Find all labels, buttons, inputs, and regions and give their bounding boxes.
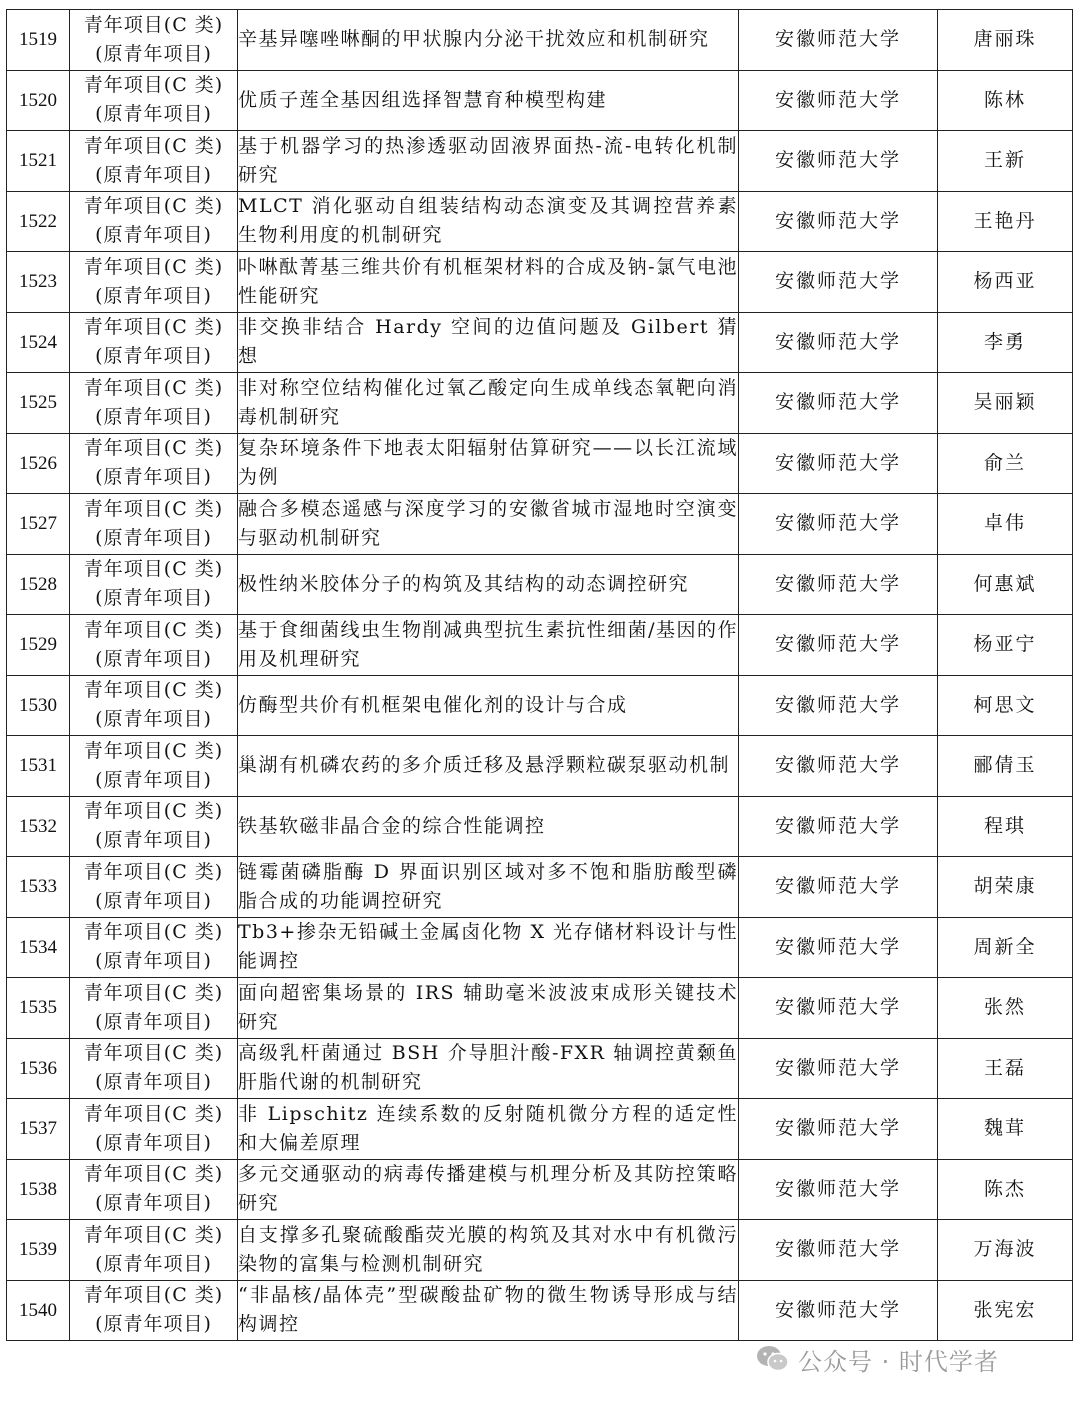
category-cell: [70, 131, 238, 192]
watermark: [756, 1342, 999, 1376]
grant-table: [6, 9, 1073, 1341]
category-cell: [70, 675, 238, 736]
institution-cell: 安徽师范大学: [739, 131, 938, 192]
row-number-cell: 1521: [7, 131, 70, 192]
investigator-cell: 何惠斌: [938, 554, 1073, 615]
category-cell: [70, 554, 238, 615]
project-title-cell: “非晶核/晶体壳”型碳酸盐矿物的微生物诱导形成与结构调控: [238, 1280, 739, 1341]
project-title-cell: 基于机器学习的热渗透驱动固液界面热-流-电转化机制研究: [238, 131, 739, 192]
category-label: 青年项目(C 类): [83, 316, 224, 339]
institution-cell: 安徽师范大学: [739, 917, 938, 978]
category-cell: [70, 1159, 238, 1220]
category-sublabel: (原青年项目): [95, 345, 212, 368]
category-label: 青年项目(C 类): [83, 74, 224, 97]
category-label: 青年项目(C 类): [83, 497, 224, 520]
investigator-cell: 胡荣康: [938, 857, 1073, 918]
category-sublabel: (原青年项目): [95, 163, 212, 186]
investigator-cell: 程琪: [938, 796, 1073, 857]
row-number-cell: 1534: [7, 917, 70, 978]
category-sublabel: (原青年项目): [95, 889, 212, 912]
category-cell: [70, 1099, 238, 1160]
institution-cell: 安徽师范大学: [739, 373, 938, 434]
project-title-cell: 辛基异噻唑啉酮的甲状腺内分泌干扰效应和机制研究: [238, 10, 739, 71]
category-cell: [70, 373, 238, 434]
institution-cell: 安徽师范大学: [739, 312, 938, 373]
row-number-cell: 1522: [7, 191, 70, 252]
table-row: [7, 736, 1073, 797]
category-label: 青年项目(C 类): [83, 437, 224, 460]
investigator-cell: 柯思文: [938, 675, 1073, 736]
investigator-cell: 杨亚宁: [938, 615, 1073, 676]
category-sublabel: (原青年项目): [95, 1071, 212, 1094]
category-cell: [70, 312, 238, 373]
table-row: [7, 1099, 1073, 1160]
category-cell: [70, 191, 238, 252]
project-title-cell: 铁基软磁非晶合金的综合性能调控: [238, 796, 739, 857]
row-number-cell: 1536: [7, 1038, 70, 1099]
institution-cell: 安徽师范大学: [739, 978, 938, 1039]
category-label: 青年项目(C 类): [83, 558, 224, 581]
project-title-cell: 自支撑多孔聚硫酸酯荧光膜的构筑及其对水中有机微污染物的富集与检测机制研究: [238, 1220, 739, 1281]
institution-cell: 安徽师范大学: [739, 796, 938, 857]
investigator-cell: 魏茸: [938, 1099, 1073, 1160]
institution-cell: 安徽师范大学: [739, 433, 938, 494]
table-row: [7, 131, 1073, 192]
row-number-cell: 1529: [7, 615, 70, 676]
investigator-cell: 郦倩玉: [938, 736, 1073, 797]
table-row: [7, 433, 1073, 494]
category-sublabel: (原青年项目): [95, 405, 212, 428]
table-row: [7, 312, 1073, 373]
row-number-cell: 1538: [7, 1159, 70, 1220]
table-row: [7, 191, 1073, 252]
category-cell: [70, 857, 238, 918]
project-title-cell: 优质子莲全基因组选择智慧育种模型构建: [238, 70, 739, 131]
investigator-cell: 李勇: [938, 312, 1073, 373]
institution-cell: 安徽师范大学: [739, 494, 938, 555]
category-sublabel: (原青年项目): [95, 42, 212, 65]
category-label: 青年项目(C 类): [83, 1042, 224, 1065]
project-title-cell: Tb3+掺杂无铅碱土金属卤化物 X 光存储材料设计与性能调控: [238, 917, 739, 978]
project-title-cell: 非对称空位结构催化过氧乙酸定向生成单线态氧靶向消毒机制研究: [238, 373, 739, 434]
table-row: [7, 857, 1073, 918]
category-sublabel: (原青年项目): [95, 1010, 212, 1033]
category-label: 青年项目(C 类): [83, 134, 224, 157]
institution-cell: 安徽师范大学: [739, 554, 938, 615]
category-sublabel: (原青年项目): [95, 466, 212, 489]
category-sublabel: (原青年项目): [95, 1313, 212, 1336]
investigator-cell: 卓伟: [938, 494, 1073, 555]
investigator-cell: 杨西亚: [938, 252, 1073, 313]
category-label: 青年项目(C 类): [83, 1163, 224, 1186]
investigator-cell: 唐丽珠: [938, 10, 1073, 71]
row-number-cell: 1520: [7, 70, 70, 131]
category-cell: [70, 1220, 238, 1281]
category-cell: [70, 978, 238, 1039]
institution-cell: 安徽师范大学: [739, 1159, 938, 1220]
category-label: 青年项目(C 类): [83, 739, 224, 762]
category-cell: [70, 433, 238, 494]
table-row: [7, 615, 1073, 676]
table-row: [7, 554, 1073, 615]
category-sublabel: (原青年项目): [95, 829, 212, 852]
category-sublabel: (原青年项目): [95, 587, 212, 610]
category-cell: [70, 736, 238, 797]
category-label: 青年项目(C 类): [83, 981, 224, 1004]
category-sublabel: (原青年项目): [95, 1192, 212, 1215]
category-sublabel: (原青年项目): [95, 224, 212, 247]
category-cell: [70, 10, 238, 71]
category-label: 青年项目(C 类): [83, 1102, 224, 1125]
investigator-cell: 俞兰: [938, 433, 1073, 494]
category-label: 青年项目(C 类): [83, 921, 224, 944]
category-sublabel: (原青年项目): [95, 768, 212, 791]
category-label: 青年项目(C 类): [83, 860, 224, 883]
category-sublabel: (原青年项目): [95, 103, 212, 126]
category-cell: [70, 494, 238, 555]
category-label: 青年项目(C 类): [83, 679, 224, 702]
investigator-cell: 陈林: [938, 70, 1073, 131]
category-cell: [70, 917, 238, 978]
project-title-cell: 非交换非结合 Hardy 空间的边值问题及 Gilbert 猜想: [238, 312, 739, 373]
category-sublabel: (原青年项目): [95, 526, 212, 549]
category-sublabel: (原青年项目): [95, 647, 212, 670]
project-title-cell: 仿酶型共价有机框架电催化剂的设计与合成: [238, 675, 739, 736]
category-sublabel: (原青年项目): [95, 1252, 212, 1275]
institution-cell: 安徽师范大学: [739, 736, 938, 797]
category-cell: [70, 70, 238, 131]
table-row: [7, 1220, 1073, 1281]
table-row: [7, 494, 1073, 555]
table-row: [7, 252, 1073, 313]
project-title-cell: 融合多模态遥感与深度学习的安徽省城市湿地时空演变与驱动机制研究: [238, 494, 739, 555]
table-row: [7, 978, 1073, 1039]
institution-cell: 安徽师范大学: [739, 1280, 938, 1341]
investigator-cell: 王磊: [938, 1038, 1073, 1099]
row-number-cell: 1519: [7, 10, 70, 71]
category-cell: [70, 1038, 238, 1099]
table-row: [7, 917, 1073, 978]
row-number-cell: 1540: [7, 1280, 70, 1341]
investigator-cell: 周新全: [938, 917, 1073, 978]
project-title-cell: 链霉菌磷脂酶 D 界面识别区域对多不饱和脂肪酸型磷脂合成的功能调控研究: [238, 857, 739, 918]
institution-cell: 安徽师范大学: [739, 1099, 938, 1160]
investigator-cell: 王新: [938, 131, 1073, 192]
table-row: [7, 1280, 1073, 1341]
row-number-cell: 1533: [7, 857, 70, 918]
row-number-cell: 1539: [7, 1220, 70, 1281]
institution-cell: 安徽师范大学: [739, 1220, 938, 1281]
project-title-cell: 面向超密集场景的 IRS 辅助毫米波波束成形关键技术研究: [238, 978, 739, 1039]
project-title-cell: 非 Lipschitz 连续系数的反射随机微分方程的适定性和大偏差原理: [238, 1099, 739, 1160]
category-label: 青年项目(C 类): [83, 376, 224, 399]
institution-cell: 安徽师范大学: [739, 615, 938, 676]
investigator-cell: 吴丽颖: [938, 373, 1073, 434]
investigator-cell: 王艳丹: [938, 191, 1073, 252]
table-row: [7, 1038, 1073, 1099]
row-number-cell: 1524: [7, 312, 70, 373]
category-cell: [70, 796, 238, 857]
category-label: 青年项目(C 类): [83, 13, 224, 36]
row-number-cell: 1525: [7, 373, 70, 434]
row-number-cell: 1532: [7, 796, 70, 857]
category-sublabel: (原青年项目): [95, 708, 212, 731]
category-cell: [70, 615, 238, 676]
investigator-cell: 张然: [938, 978, 1073, 1039]
category-sublabel: (原青年项目): [95, 1131, 212, 1154]
investigator-cell: 万海波: [938, 1220, 1073, 1281]
category-sublabel: (原青年项目): [95, 284, 212, 307]
table-row: [7, 796, 1073, 857]
investigator-cell: 陈杰: [938, 1159, 1073, 1220]
row-number-cell: 1526: [7, 433, 70, 494]
table-row: [7, 373, 1073, 434]
institution-cell: 安徽师范大学: [739, 191, 938, 252]
project-title-cell: 巢湖有机磷农药的多介质迁移及悬浮颗粒碳泵驱动机制: [238, 736, 739, 797]
row-number-cell: 1527: [7, 494, 70, 555]
row-number-cell: 1530: [7, 675, 70, 736]
project-title-cell: 卟啉酞菁基三维共价有机框架材料的合成及钠-氯气电池性能研究: [238, 252, 739, 313]
category-label: 青年项目(C 类): [83, 255, 224, 278]
row-number-cell: 1523: [7, 252, 70, 313]
table-row: [7, 1159, 1073, 1220]
grant-table-body: [7, 10, 1073, 1341]
row-number-cell: 1537: [7, 1099, 70, 1160]
project-title-cell: MLCT 消化驱动自组装结构动态演变及其调控营养素生物利用度的机制研究: [238, 191, 739, 252]
project-title-cell: 复杂环境条件下地表太阳辐射估算研究——以长江流域为例: [238, 433, 739, 494]
category-label: 青年项目(C 类): [83, 1284, 224, 1307]
wechat-icon: [756, 1345, 790, 1373]
table-row: [7, 10, 1073, 71]
institution-cell: 安徽师范大学: [739, 10, 938, 71]
table-row: [7, 675, 1073, 736]
institution-cell: 安徽师范大学: [739, 857, 938, 918]
row-number-cell: 1528: [7, 554, 70, 615]
project-title-cell: 高级乳杆菌通过 BSH 介导胆汁酸-FXR 轴调控黄颡鱼肝脂代谢的机制研究: [238, 1038, 739, 1099]
row-number-cell: 1535: [7, 978, 70, 1039]
institution-cell: 安徽师范大学: [739, 675, 938, 736]
category-label: 青年项目(C 类): [83, 195, 224, 218]
category-cell: [70, 252, 238, 313]
category-cell: [70, 1280, 238, 1341]
table-row: [7, 70, 1073, 131]
category-label: 青年项目(C 类): [83, 800, 224, 823]
project-title-cell: 基于食细菌线虫生物削减典型抗生素抗性细菌/基因的作用及机理研究: [238, 615, 739, 676]
institution-cell: 安徽师范大学: [739, 70, 938, 131]
category-label: 青年项目(C 类): [83, 1223, 224, 1246]
watermark-text: 公众号 · 时代学者: [798, 1347, 999, 1376]
category-sublabel: (原青年项目): [95, 950, 212, 973]
institution-cell: 安徽师范大学: [739, 1038, 938, 1099]
category-label: 青年项目(C 类): [83, 618, 224, 641]
project-title-cell: 多元交通驱动的病毒传播建模与机理分析及其防控策略研究: [238, 1159, 739, 1220]
project-title-cell: 极性纳米胶体分子的构筑及其结构的动态调控研究: [238, 554, 739, 615]
institution-cell: 安徽师范大学: [739, 252, 938, 313]
row-number-cell: 1531: [7, 736, 70, 797]
investigator-cell: 张宪宏: [938, 1280, 1073, 1341]
